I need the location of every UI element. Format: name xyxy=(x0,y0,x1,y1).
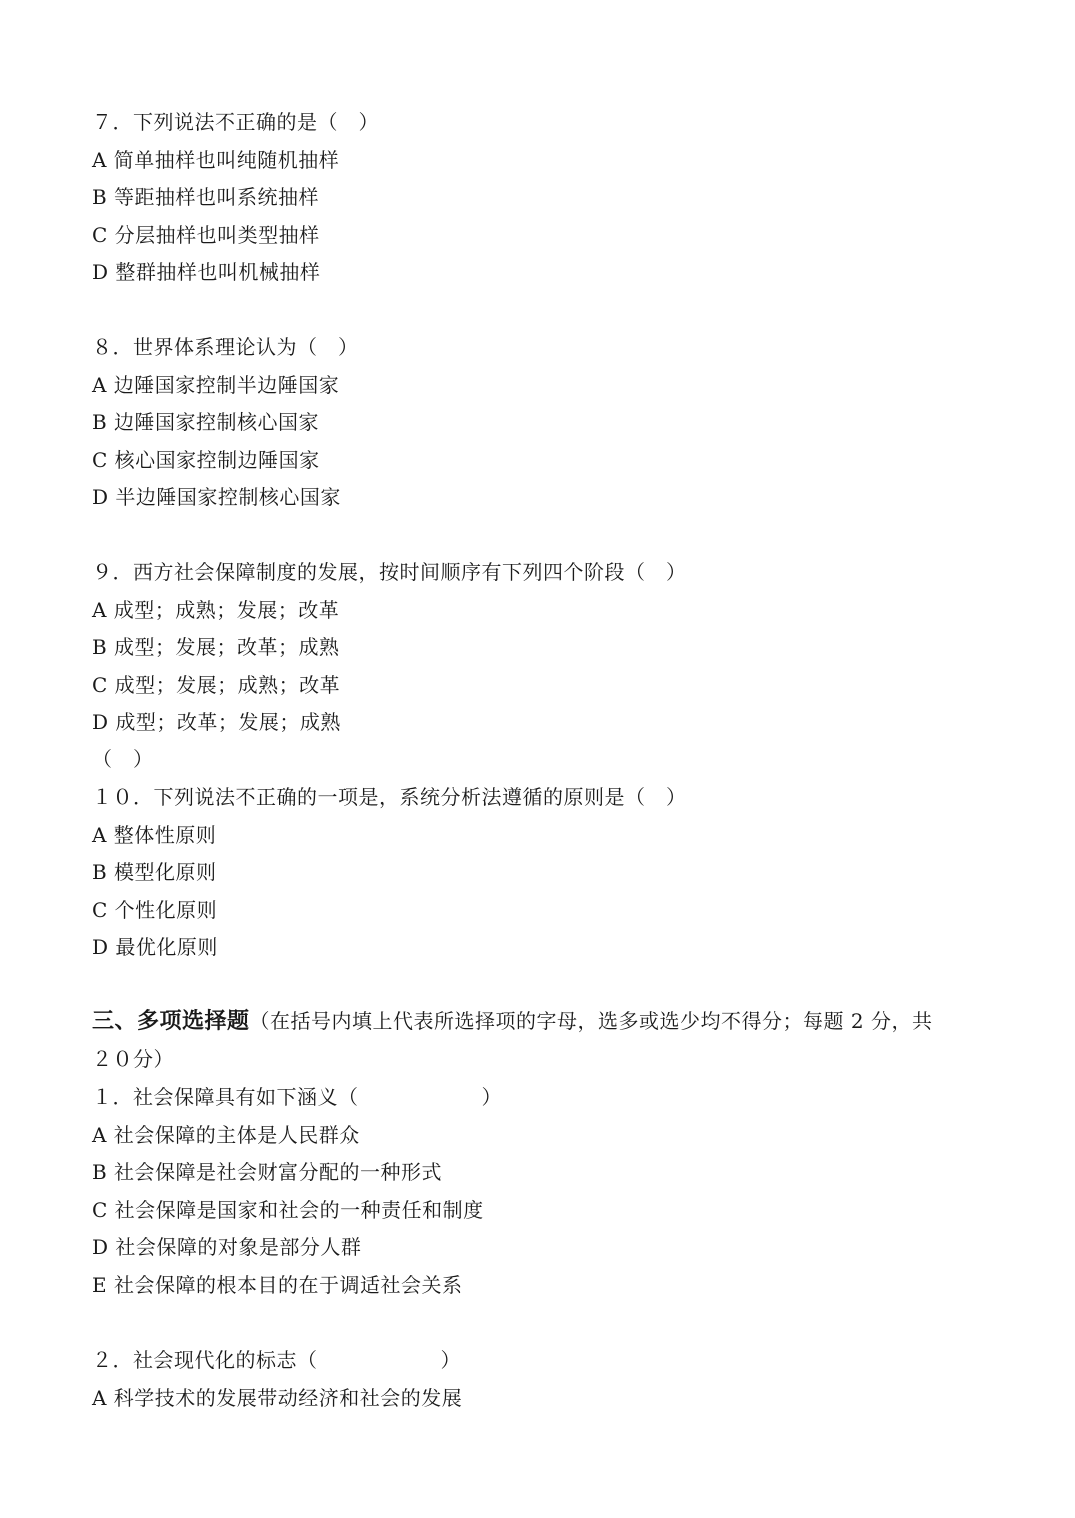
stray-parentheses: （ ） xyxy=(92,747,154,771)
question-7-option-c: C 分层抽样也叫类型抽样 xyxy=(92,223,320,247)
question-10-option-c: C 个性化原则 xyxy=(92,898,218,922)
question-8-option-b: B 边陲国家控制核心国家 xyxy=(92,410,320,434)
question-7-option-d: D 整群抽样也叫机械抽样 xyxy=(92,260,321,284)
section-3-note: （在括号内填上代表所选择项的字母，选多或选少均不得分；每题 2 分，共 xyxy=(249,1009,933,1033)
question-9-option-a: A 成型；成熟；发展；改革 xyxy=(92,598,340,622)
multi-question-1-option-a: A 社会保障的主体是人民群众 xyxy=(92,1123,360,1147)
section-3-note-continued: ２０分） xyxy=(92,1047,174,1071)
question-7-option-a: A 简单抽样也叫纯随机抽样 xyxy=(92,148,340,172)
question-10-option-b: B 模型化原则 xyxy=(92,860,217,884)
question-8-option-a: A 边陲国家控制半边陲国家 xyxy=(92,373,340,397)
multi-question-2-stem: ２．社会现代化的标志（ ） xyxy=(92,1348,461,1372)
question-7-stem: ７．下列说法不正确的是（ ） xyxy=(92,110,379,134)
multi-question-1-option-b: B 社会保障是社会财富分配的一种形式 xyxy=(92,1160,443,1184)
question-10-option-d: D 最优化原则 xyxy=(92,935,218,959)
question-9-option-d: D 成型；改革；发展；成熟 xyxy=(92,710,341,734)
multi-question-1-option-d: D 社会保障的对象是部分人群 xyxy=(92,1235,362,1259)
section-3-heading xyxy=(92,1008,932,1035)
multi-question-1-option-e: E 社会保障的根本目的在于调适社会关系 xyxy=(92,1273,463,1297)
question-8-stem: ８．世界体系理论认为（ ） xyxy=(92,335,359,359)
question-10-option-a: A 整体性原则 xyxy=(92,823,217,847)
question-8-option-c: C 核心国家控制边陲国家 xyxy=(92,448,320,472)
multi-question-1-option-c: C 社会保障是国家和社会的一种责任和制度 xyxy=(92,1198,484,1222)
question-9-stem: ９．西方社会保障制度的发展，按时间顺序有下列四个阶段（ ） xyxy=(92,560,687,584)
question-9-option-b: B 成型；发展；改革；成熟 xyxy=(92,635,340,659)
question-8-option-d: D 半边陲国家控制核心国家 xyxy=(92,485,341,509)
section-3-title: 三、多项选择题 xyxy=(92,1009,250,1034)
question-9-option-c: C 成型；发展；成熟；改革 xyxy=(92,673,341,697)
multi-question-2-option-a: A 科学技术的发展带动经济和社会的发展 xyxy=(92,1386,463,1410)
question-10-stem: １０．下列说法不正确的一项是，系统分析法遵循的原则是（ ） xyxy=(92,785,687,809)
multi-question-1-stem: １．社会保障具有如下涵义（ ） xyxy=(92,1085,502,1109)
question-7-option-b: B 等距抽样也叫系统抽样 xyxy=(92,185,320,209)
